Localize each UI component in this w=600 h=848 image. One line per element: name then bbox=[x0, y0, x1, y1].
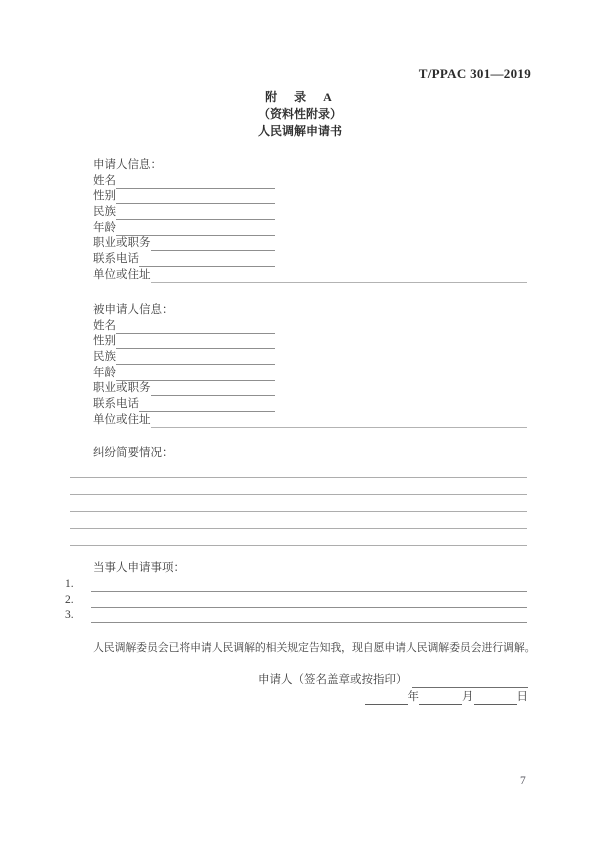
respondent-address-row bbox=[93, 412, 527, 428]
item-number: 3. bbox=[65, 609, 74, 622]
field-label-occupation: 职业或职务 bbox=[93, 237, 151, 250]
applicant-occupation-row bbox=[93, 236, 275, 252]
standard-code: T/PPAC 301—2019 bbox=[418, 66, 531, 81]
dispute-section-heading: 纠纷简要情况： bbox=[93, 447, 174, 459]
signature-underline bbox=[412, 675, 529, 688]
month-label: 月 bbox=[462, 691, 474, 703]
field-label-age: 年龄 bbox=[93, 221, 116, 234]
blank-writing-line bbox=[70, 461, 527, 478]
field-underline bbox=[116, 207, 275, 220]
title-block bbox=[0, 89, 600, 140]
respondent-ethnicity-row bbox=[93, 349, 275, 365]
field-underline bbox=[151, 415, 528, 428]
field-label-address: 单位或住址 bbox=[93, 268, 151, 281]
applicant-name-row bbox=[93, 173, 275, 189]
day-label: 日 bbox=[516, 691, 528, 703]
blank-writing-line bbox=[70, 478, 527, 495]
signature-row bbox=[258, 672, 528, 688]
respondent-occupation-row bbox=[93, 381, 275, 397]
applicant-ethnicity-row bbox=[93, 204, 275, 220]
blank-writing-line bbox=[70, 512, 527, 529]
appendix-type-label: （资料性附录） bbox=[257, 107, 342, 121]
field-label-name: 姓名 bbox=[93, 174, 116, 187]
applicant-info-section bbox=[65, 157, 527, 283]
day-underline bbox=[474, 692, 517, 705]
request-section-heading: 当事人申请事项： bbox=[93, 562, 185, 574]
field-underline bbox=[151, 238, 276, 251]
field-underline bbox=[116, 336, 275, 349]
field-label-gender: 性别 bbox=[93, 190, 116, 203]
field-underline bbox=[116, 321, 275, 334]
declaration-text: 人民调解委员会已将申请人民调解的相关规定告知我，现自愿申请人民调解委员会进行调解。 bbox=[93, 642, 536, 654]
field-underline bbox=[116, 368, 275, 381]
field-underline bbox=[116, 223, 275, 236]
respondent-name-row bbox=[93, 318, 275, 334]
request-item-row-3 bbox=[65, 608, 527, 624]
field-label-ethnicity: 民族 bbox=[93, 351, 116, 364]
dispute-summary-section bbox=[65, 445, 527, 546]
field-underline bbox=[139, 254, 275, 267]
item-number: 1. bbox=[65, 577, 74, 590]
request-item-row-1 bbox=[65, 576, 527, 592]
applicant-address-row bbox=[93, 267, 527, 283]
applicant-gender-row bbox=[93, 189, 275, 205]
applicant-section-heading: 申请人信息： bbox=[93, 159, 162, 171]
request-item-row-2 bbox=[65, 592, 527, 608]
field-label-age: 年龄 bbox=[93, 366, 116, 379]
date-row bbox=[65, 689, 528, 705]
applicant-age-row bbox=[93, 220, 275, 236]
field-underline bbox=[151, 383, 276, 396]
respondent-gender-row bbox=[93, 334, 275, 350]
applicant-phone-row bbox=[93, 251, 275, 267]
page-number: 7 bbox=[520, 775, 526, 787]
field-underline bbox=[151, 270, 528, 283]
item-underline bbox=[91, 579, 527, 592]
field-label-ethnicity: 民族 bbox=[93, 206, 116, 219]
field-label-address: 单位或住址 bbox=[93, 413, 151, 426]
respondent-phone-row bbox=[93, 396, 275, 412]
field-label-phone: 联系电话 bbox=[93, 398, 139, 411]
field-label-phone: 联系电话 bbox=[93, 253, 139, 266]
blank-writing-line bbox=[70, 529, 527, 546]
month-underline bbox=[419, 692, 462, 705]
field-label-name: 姓名 bbox=[93, 319, 116, 332]
blank-writing-line bbox=[70, 495, 527, 512]
field-underline bbox=[116, 191, 275, 204]
respondent-age-row bbox=[93, 365, 275, 381]
year-label: 年 bbox=[407, 691, 419, 703]
item-underline bbox=[91, 595, 527, 608]
item-number: 2. bbox=[65, 593, 74, 606]
field-underline bbox=[139, 399, 275, 412]
year-underline bbox=[365, 692, 408, 705]
field-underline bbox=[116, 352, 275, 365]
signature-label: 申请人（签名盖章或按指印） bbox=[258, 674, 408, 686]
appendix-label: 附 录 A bbox=[265, 90, 335, 104]
field-underline bbox=[116, 176, 275, 189]
field-label-gender: 性别 bbox=[93, 335, 116, 348]
respondent-info-section bbox=[65, 302, 527, 428]
request-items-section bbox=[65, 560, 527, 623]
respondent-section-heading: 被申请人信息： bbox=[93, 304, 174, 316]
signature-block bbox=[65, 672, 528, 705]
item-underline bbox=[91, 610, 527, 623]
field-label-occupation: 职业或职务 bbox=[93, 382, 151, 395]
form-title: 人民调解申请书 bbox=[257, 124, 342, 138]
